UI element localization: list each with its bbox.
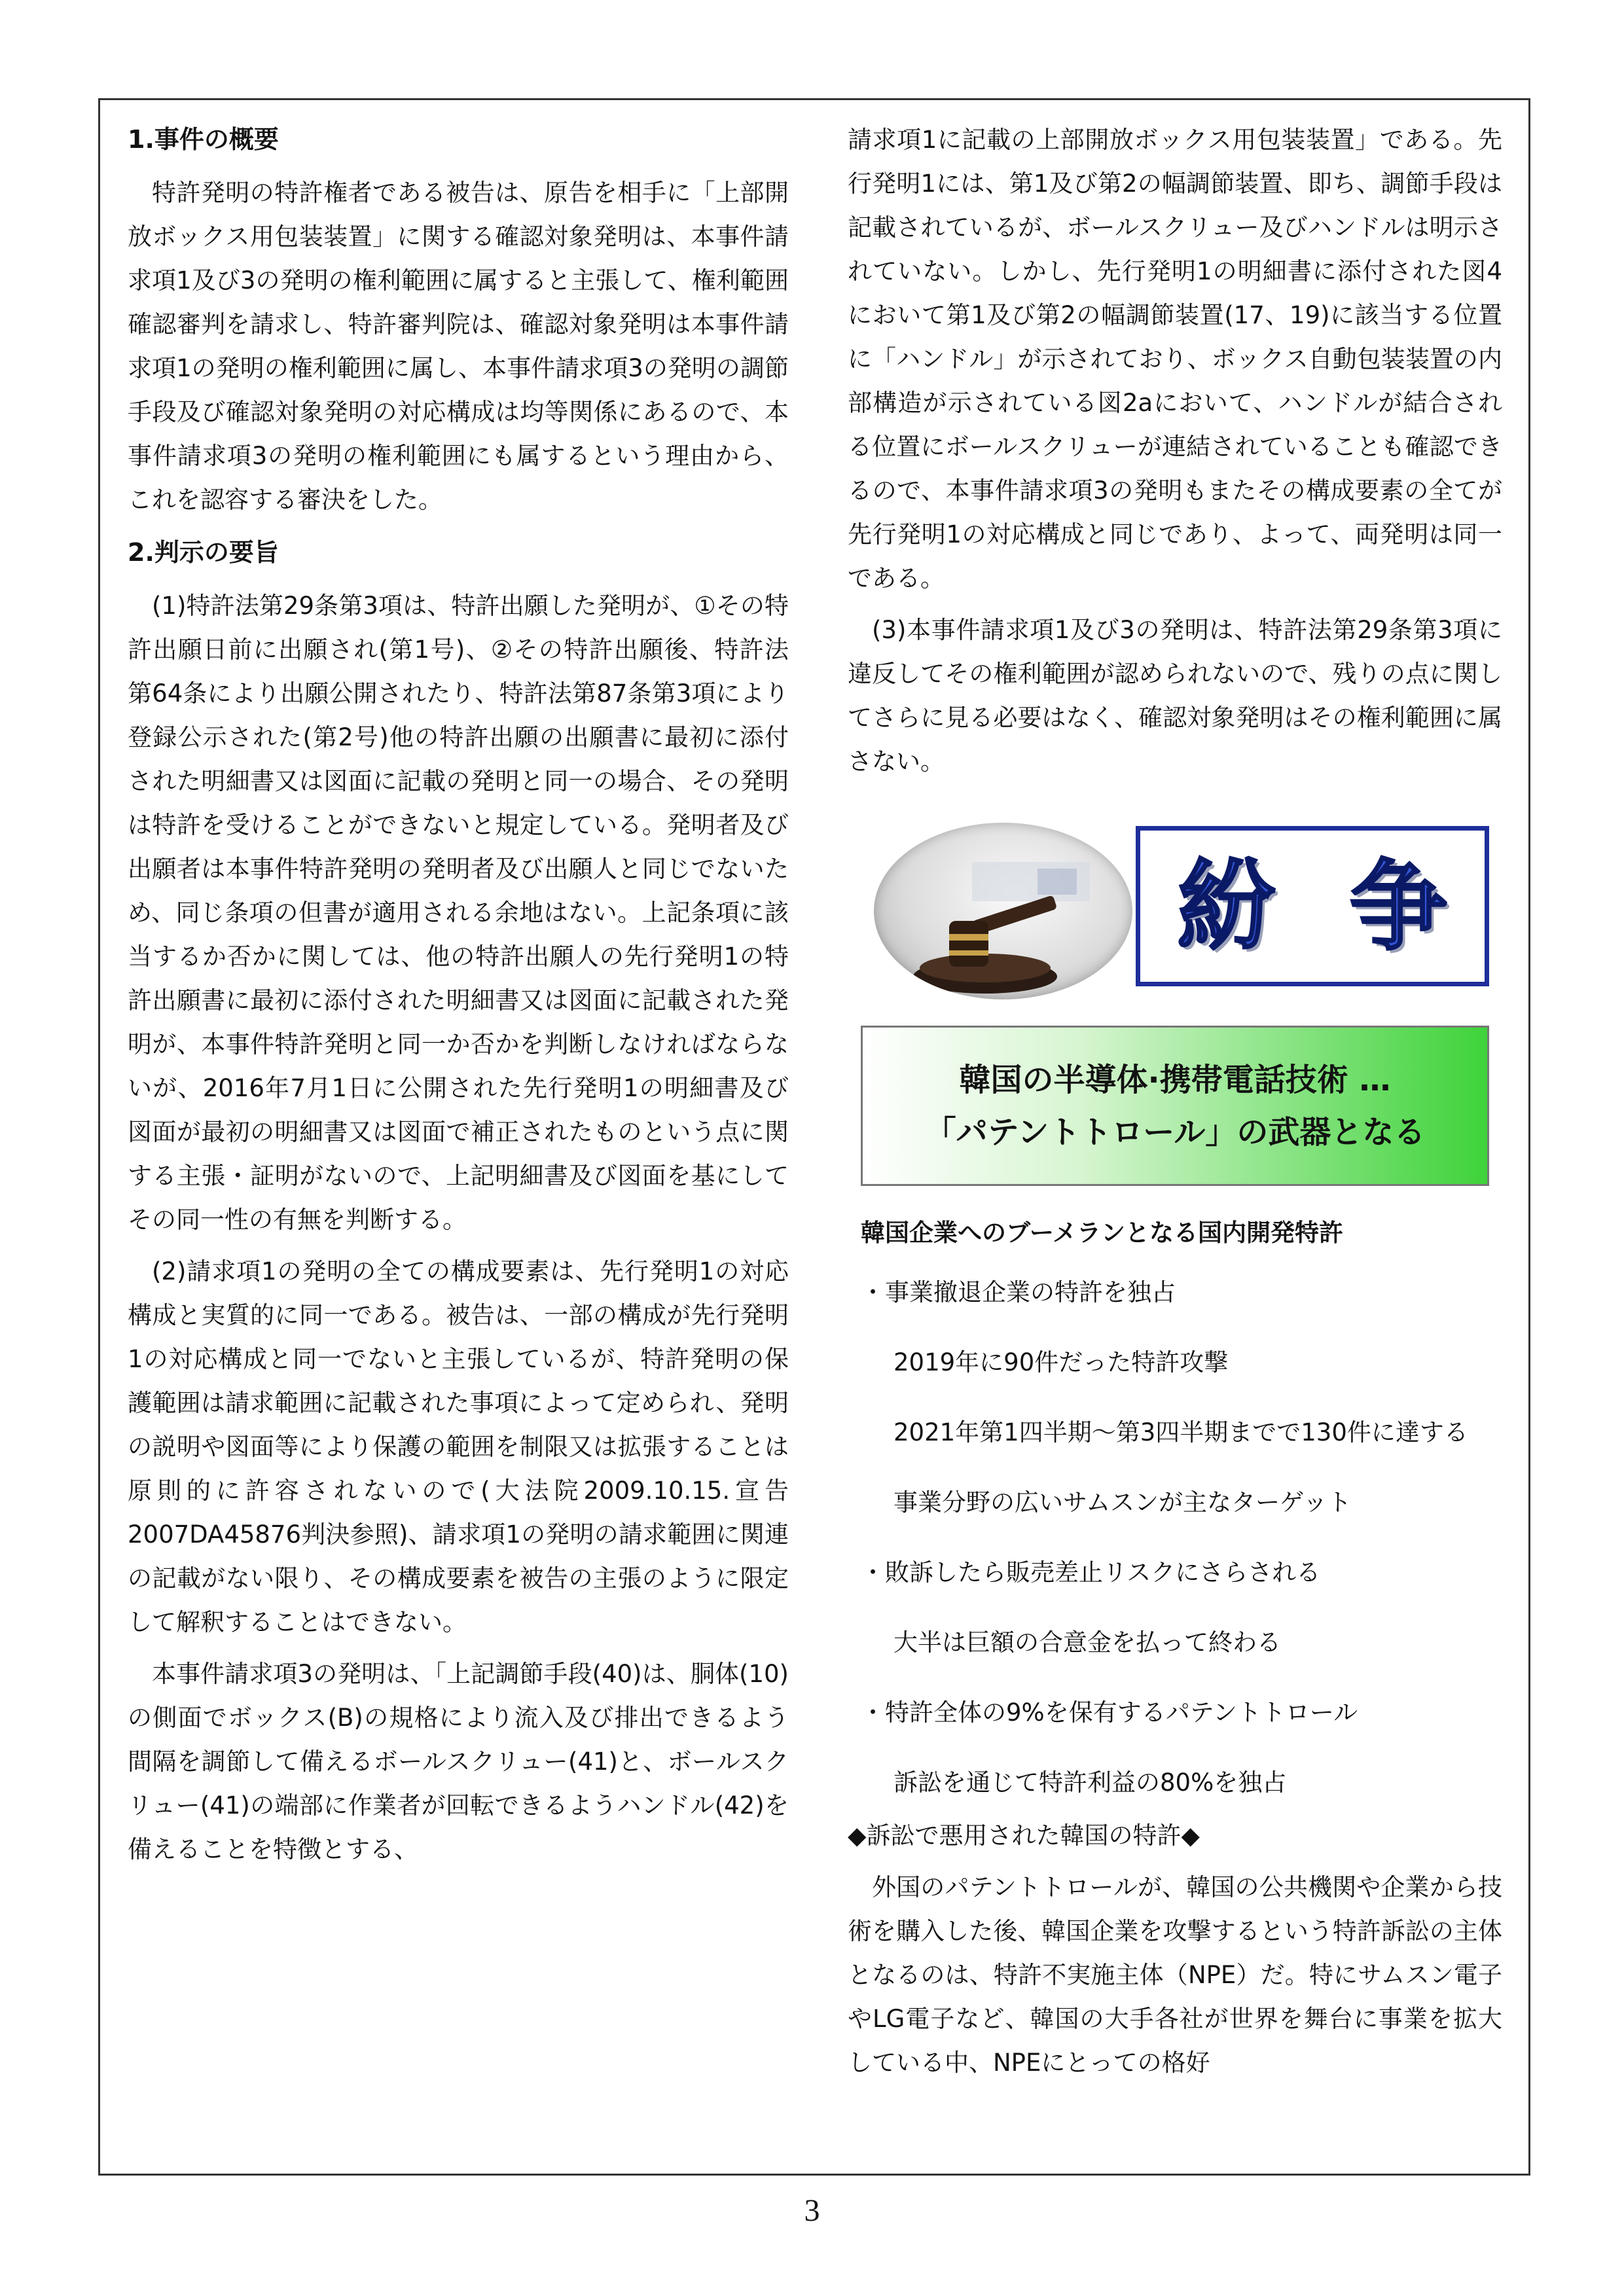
continuation-paragraph: 請求項1に記載の上部開放ボックス用包装装置」である。先行発明1には、第1及び第2の幅調節装置、即ち、調節手段は記載されているが、ボールスクリュー及びハンドルは明示されていない。しかし、先行発明1の明細書に添付された図4において第1及び第2の幅調節装置(17、19)に該当する位置に「ハンドル」が示されており、ボックス自動包装装置の内部構造が示されている図2aにおいて、ハンドルが結合される位置にボールスクリューが連結されていることも確認できるので、本事件請求項3の発明もまたその構成要素の全てが先行発明1の対応構成と同じであり、よって、両発明は同一である。 — [848, 126, 1502, 592]
gavel-icon — [874, 823, 1132, 999]
npe-paragraph: 外国のパテントトロールが、韓国の公共機関や企業から技術を購入した後、韓国企業を攻撃するという特許訴訟の主体となるのは、特許不実施主体（NPE）だ。特にサムスン電子やLG電子など、韓国の大手各社が世界を舞台に事業を拡大している中、NPEにとっての格好 — [848, 1873, 1502, 2077]
bullet-list — [848, 1261, 1502, 1814]
list-item: 2021年第1四半期～第3四半期までで130件に達する — [893, 1418, 1468, 1446]
list-item: ・事業撤退企業の特許を独占 — [861, 1278, 1176, 1306]
section-heading-case-summary: 1.事件の概要 — [128, 125, 279, 154]
case-summary-paragraph: 特許発明の特許権者である被告は、原告を相手に「上部開放ボックス用包装装置」に関する確認対象発明は、本事件請求項1及び3の発明の権利範囲に属すると主張して、権利範囲確認審判を請求し、特許審判院は、確認対象発明は本事件請求項1の発明の権利範囲に属し、本事件請求項3の発明の調節手段及び確認対象発明の対応構成は均等関係にあるので、本事件請求項3の発明の権利範囲にも属するという理由から、これを認容する審決をした。 — [128, 179, 789, 514]
page-number: 3 — [804, 2193, 820, 2228]
list-item: 大半は巨額の合意金を払って終わる — [893, 1628, 1281, 1657]
ruling-paragraph-4: (3)本事件請求項1及び3の発明は、特許法第29条第3項に違反してその権利範囲が認められないので、残りの点に関してさらに見る必要はなく、確認対象発明はその権利範囲に属さない。 — [848, 616, 1502, 776]
headline-banner — [861, 1026, 1489, 1186]
ruling-paragraph-3: 本事件請求項3の発明は、「上記調節手段(40)は、胴体(10)の側面でボックス(B)の規格により流入及び排出できるよう間隔を調節して備えるボールスクリュー(41)と、ボールスクリュー(41)の端部に作業者が回転できるようハンドル(42)を備えることを特徴とする、 — [128, 1660, 789, 1863]
banner-line-1: 韓国の半導体·携帯電話技術 … — [959, 1061, 1391, 1098]
ruling-paragraph-2: (2)請求項1の発明の全ての構成要素は、先行発明1の対応構成と実質的に同一である。被告は、一部の構成が先行発明1の対応構成と同一でないと主張しているが、特許発明の保護範囲は請求範囲に記載された事項によって定められ、発明の説明や図面等により保護の範囲を制限又は拡張することは原則的に許容されないので(大法院2009.10.15.宣告2007DA45876判決参照)、請求項1の発明の請求範囲に関連の記載がない限り、その構成要素を被告の主張のように限定して解釈することはできない。 — [128, 1257, 789, 1636]
left-column — [128, 118, 789, 1871]
list-item: 訴訟を通じて特許利益の80%を独占 — [893, 1768, 1287, 1797]
right-column — [848, 118, 1502, 2085]
title-char-2: 争 — [1349, 848, 1448, 964]
title-char-1: 紛 — [1177, 848, 1276, 964]
list-item: 2019年に90件だった特許攻撃 — [893, 1348, 1229, 1376]
list-item: ・敗訴したら販売差止リスクにさらされる — [861, 1558, 1321, 1587]
banner-line-2: 「パテントトロール」の武器となる — [924, 1113, 1426, 1151]
dispute-title-box — [1136, 826, 1489, 986]
section-heading-ruling-summary: 2.判示の要旨 — [128, 538, 279, 567]
list-item: ・特許全体の9%を保有するパテントトロール — [861, 1698, 1358, 1727]
gavel-photo — [874, 823, 1132, 999]
diamond-heading: ◆訴訟で悪用された韓国の特許◆ — [848, 1821, 1200, 1850]
dispute-header — [848, 803, 1502, 1032]
sub-headline: 韓国企業へのブーメランとなる国内開発特許 — [861, 1219, 1344, 1247]
ruling-paragraph-1: (1)特許法第29条第3項は、特許出願した発明が、①その特許出願日前に出願され(第1号)、②その特許出願後、特許法第64条により出願公開されたり、特許法第87条第3項により登録公示された(第2号)他の特許出願の出願書に最初に添付された明細書又は図面に記載の発明と同一の場合、その発明は特許を受けることができないと規定している。発明者及び出願者は本事件特許発明の発明者及び出願人と同じでないため、同じ条項の但書が適用される余地はない。上記条項に該当するか否かに関しては、他の特許出願人の先行発明1の特許出願書に最初に添付された明細書又は図面に記載された発明が、本事件特許発明と同一か否かを判断しなければならないが、2016年7月1日に公開された先行発明1の明細書及び図面が最初の明細書又は図面で補正されたものという点に関する主張・証明がないので、上記明細書及び図面を基にしてその同一性の有無を判断する。 — [128, 592, 789, 1234]
list-item: 事業分野の広いサムスンが主なターゲット — [893, 1488, 1352, 1516]
